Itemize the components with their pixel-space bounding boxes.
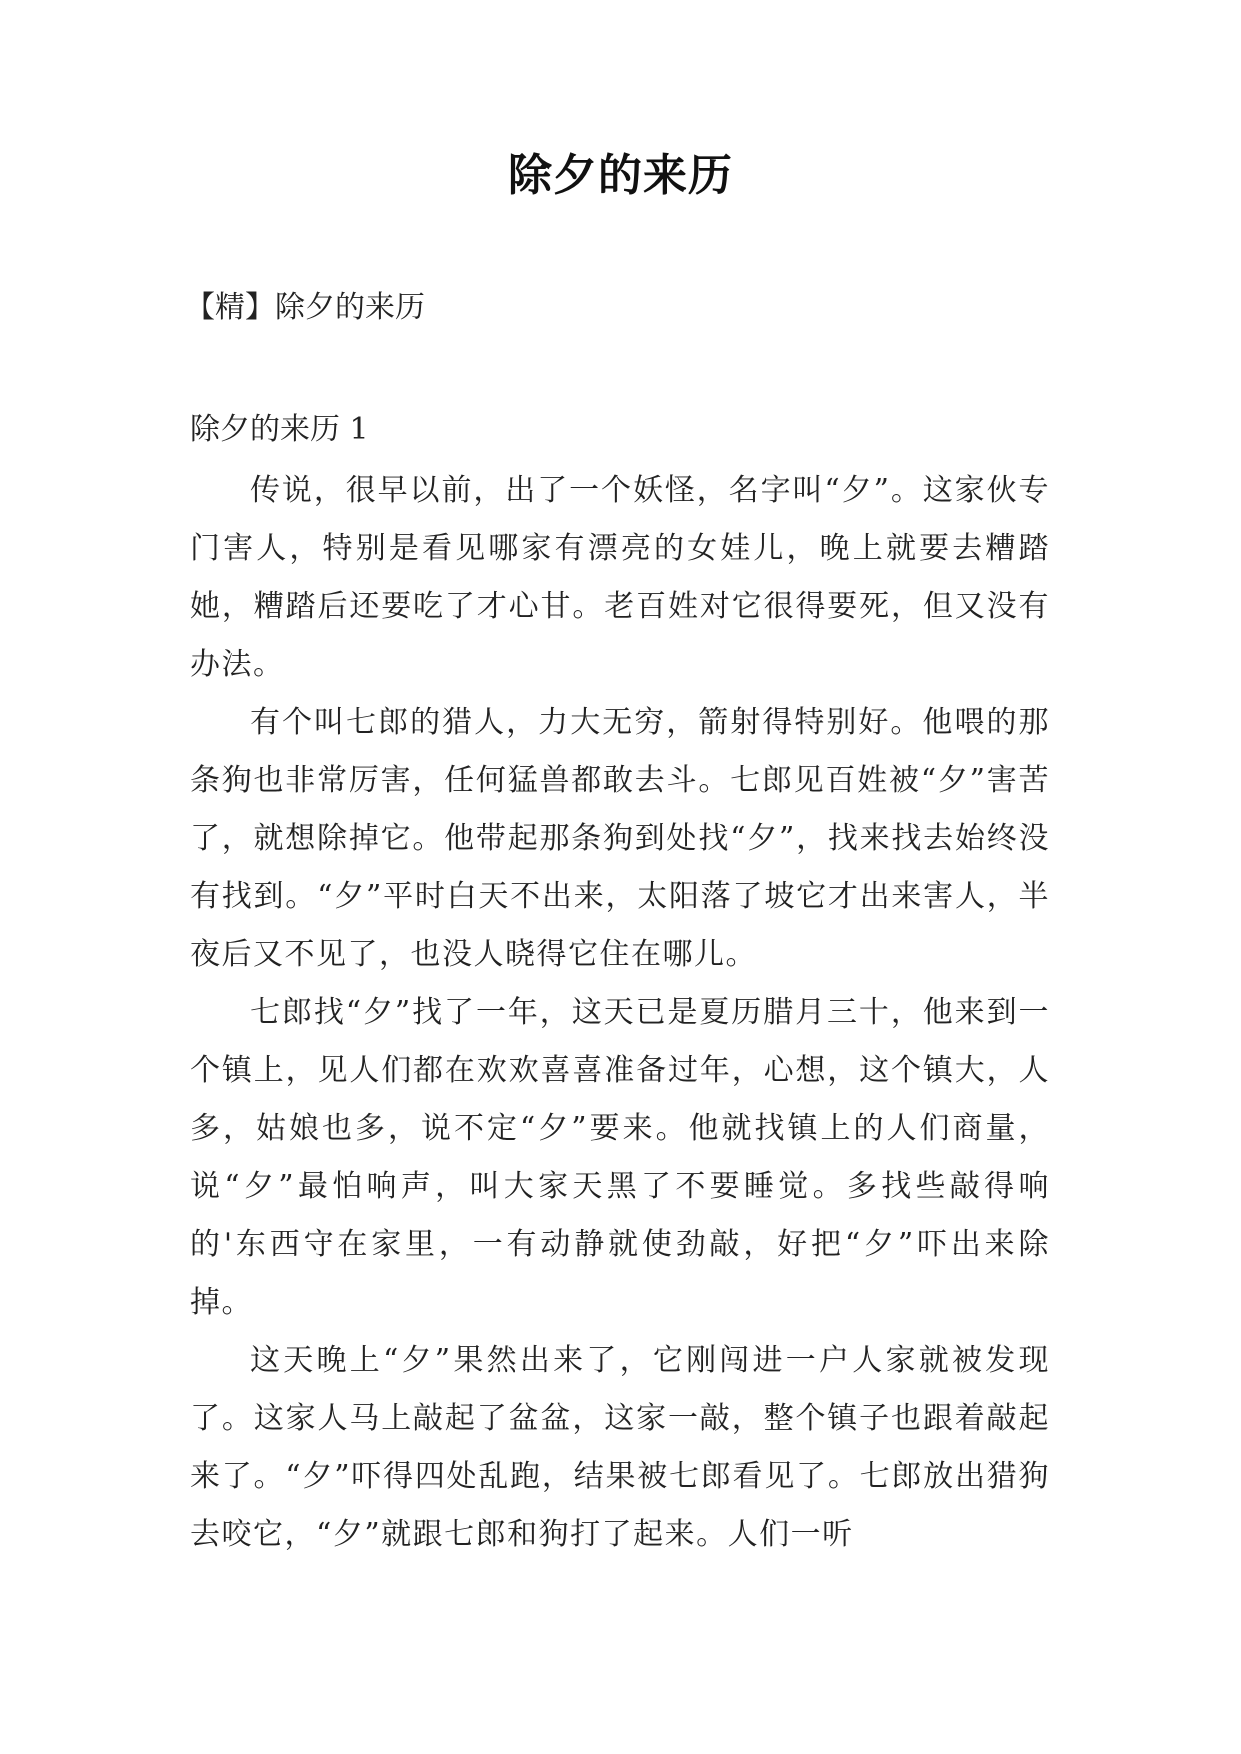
paragraph: 有个叫七郎的猎人，力大无穷，箭射得特别好。他喂的那条狗也非常厉害，任何猛兽都敢去斗。七郎见百姓被“夕”害苦了，就想除掉它。他带起那条狗到处找“夕”，找来找去始终没有找到。“夕”平时白天不出来，太阳落了坡它才出来害人，半夜后又不见了，也没人晓得它住在哪儿。 <box>190 705 1050 972</box>
page-title: 除夕的来历 <box>508 150 733 201</box>
paragraph: 七郎找“夕”找了一年，这天已是夏历腊月三十，他来到一个镇上，见人们都在欢欢喜喜准备过年，心想，这个镇大，人多，姑娘也多，说不定“夕”要来。他就找镇上的人们商量，说“夕”最怕响声，叫大家天黑了不要睡觉。多找些敲得响的'东西守在家里，一有动静就使劲敲，好把“夕”吓出来除掉。 <box>190 995 1050 1320</box>
section-heading: 除夕的来历 1 <box>190 412 369 447</box>
paragraph: 传说，很早以前，出了一个妖怪，名字叫“夕”。这家伙专门害人，特别是看见哪家有漂亮的女娃儿，晚上就要去糟踏她，糟踏后还要吃了才心甘。老百姓对它很得要死，但又没有办法。 <box>190 473 1050 682</box>
paragraph: 这天晚上“夕”果然出来了，它刚闯进一户人家就被发现了。这家人马上敲起了盆盆，这家一敲，整个镇子也跟着敲起来了。“夕”吓得四处乱跑，结果被七郎看见了。七郎放出猎狗去咬它，“夕”就跟七郎和狗打了起来。人们一听 <box>190 1343 1050 1552</box>
body-text <box>190 462 1050 1564</box>
document-subtitle: 【精】除夕的来历 <box>185 290 425 325</box>
